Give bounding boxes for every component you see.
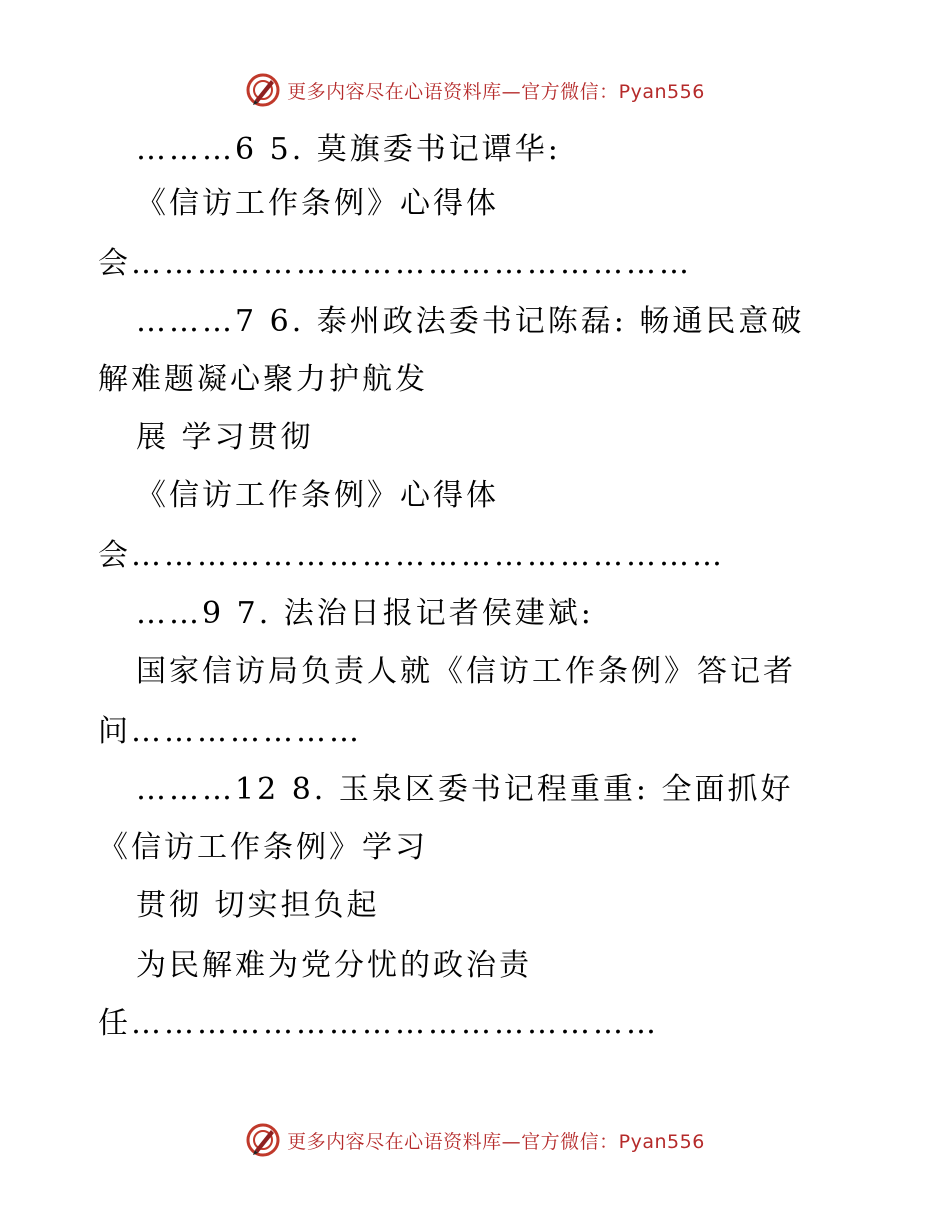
header-watermark-title: 更多内容尽在心语资料库 [287,80,502,103]
toc-line: 《信访工作条例》心得体 [136,186,499,221]
toc-line: 问………………… [98,714,362,749]
toc-line: 解难题凝心聚力护航发 [98,362,428,397]
pen-logo-icon [245,72,281,108]
footer-watermark-wechat: 官方微信：Pyan556 [521,1130,705,1153]
header-watermark-wechat: 官方微信：Pyan556 [521,80,705,103]
footer-watermark-separator: — [501,1130,522,1153]
toc-line: 国家信访局负责人就《信访工作条例》答记者 [136,654,796,689]
toc-line: 任………………………………………… [98,1006,659,1041]
toc-line: 展 学习贯彻 [136,420,314,455]
toc-line: 《信访工作条例》心得体 [136,478,499,513]
footer-watermark-text [287,1127,705,1154]
toc-line: ………6 5. 莫旗委书记谭华: [136,132,561,167]
toc-line: ………12 8. 玉泉区委书记程重重: 全面抓好 [136,772,794,807]
toc-line: ……9 7. 法治日报记者侯建斌: [136,596,594,631]
toc-line: ………7 6. 泰州政法委书记陈磊: 畅通民意破 [136,304,805,339]
header-watermark-text [287,77,705,104]
footer-watermark-title: 更多内容尽在心语资料库 [287,1130,502,1153]
pen-logo-icon [245,1122,281,1158]
toc-line: 贯彻 切实担负起 [136,888,380,923]
toc-line: 会…………………………………………… [98,246,692,281]
toc-line: 为民解难为党分忧的政治责 [136,948,532,983]
header-watermark-separator: — [501,80,522,103]
footer-watermark-banner [0,1120,950,1160]
header-watermark-banner [0,70,950,110]
toc-line: 会……………………………………………… [98,538,725,573]
toc-line: 《信访工作条例》学习 [98,830,428,865]
